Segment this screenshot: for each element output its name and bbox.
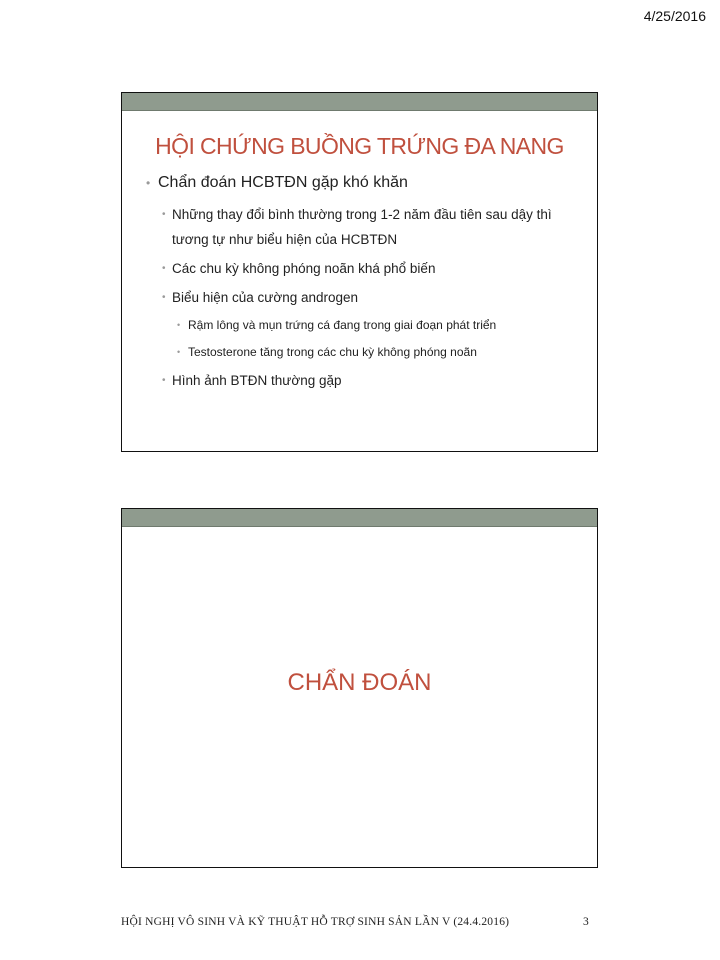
bullet-dot-icon: • xyxy=(162,263,166,274)
slide-header-bar xyxy=(122,93,597,111)
bullet-item: • Các chu kỳ không phóng noãn khá phổ biến xyxy=(122,256,597,281)
bullet-dot-icon: • xyxy=(177,320,181,330)
page-date: 4/25/2016 xyxy=(643,8,706,24)
bullet-item: • Rậm lông và mụn trứng cá đang trong giai đoạn phát triển xyxy=(122,314,597,336)
bullet-item: • Biểu hiện của cường androgen xyxy=(122,285,597,310)
section-title: CHẨN ĐOÁN xyxy=(287,669,432,696)
slide-title: HỘI CHỨNG BUỒNG TRỨNG ĐA NANG xyxy=(155,133,564,159)
bullet-item: • Testosterone tăng trong các chu kỳ không phóng noãn xyxy=(122,341,597,363)
bullet-list xyxy=(122,172,597,393)
page-number: 3 xyxy=(583,916,589,928)
bullet-dot-icon: • xyxy=(162,375,166,386)
bullet-item: • Những thay đổi bình thường trong 1-2 năm đầu tiên sau dậy thì tương tự như biểu hiện của HCBTĐN xyxy=(122,202,597,252)
bullet-item: • Chẩn đoán HCBTĐN gặp khó khăn xyxy=(122,172,597,194)
footer-text: HỘI NGHỊ VÔ SINH VÀ KỸ THUẬT HỖ TRỢ SINH SẢN LẦN V (24.4.2016) xyxy=(121,916,510,928)
bullet-dot-icon: • xyxy=(162,292,166,303)
bullet-dot-icon: • xyxy=(146,176,151,190)
bullet-item: • Hình ảnh BTĐN thường gặp xyxy=(122,368,597,393)
slide-header-bar xyxy=(122,509,597,527)
slide-2 xyxy=(121,508,598,868)
bullet-dot-icon: • xyxy=(162,209,166,220)
bullet-dot-icon: • xyxy=(177,347,181,357)
slide-1 xyxy=(121,92,598,452)
